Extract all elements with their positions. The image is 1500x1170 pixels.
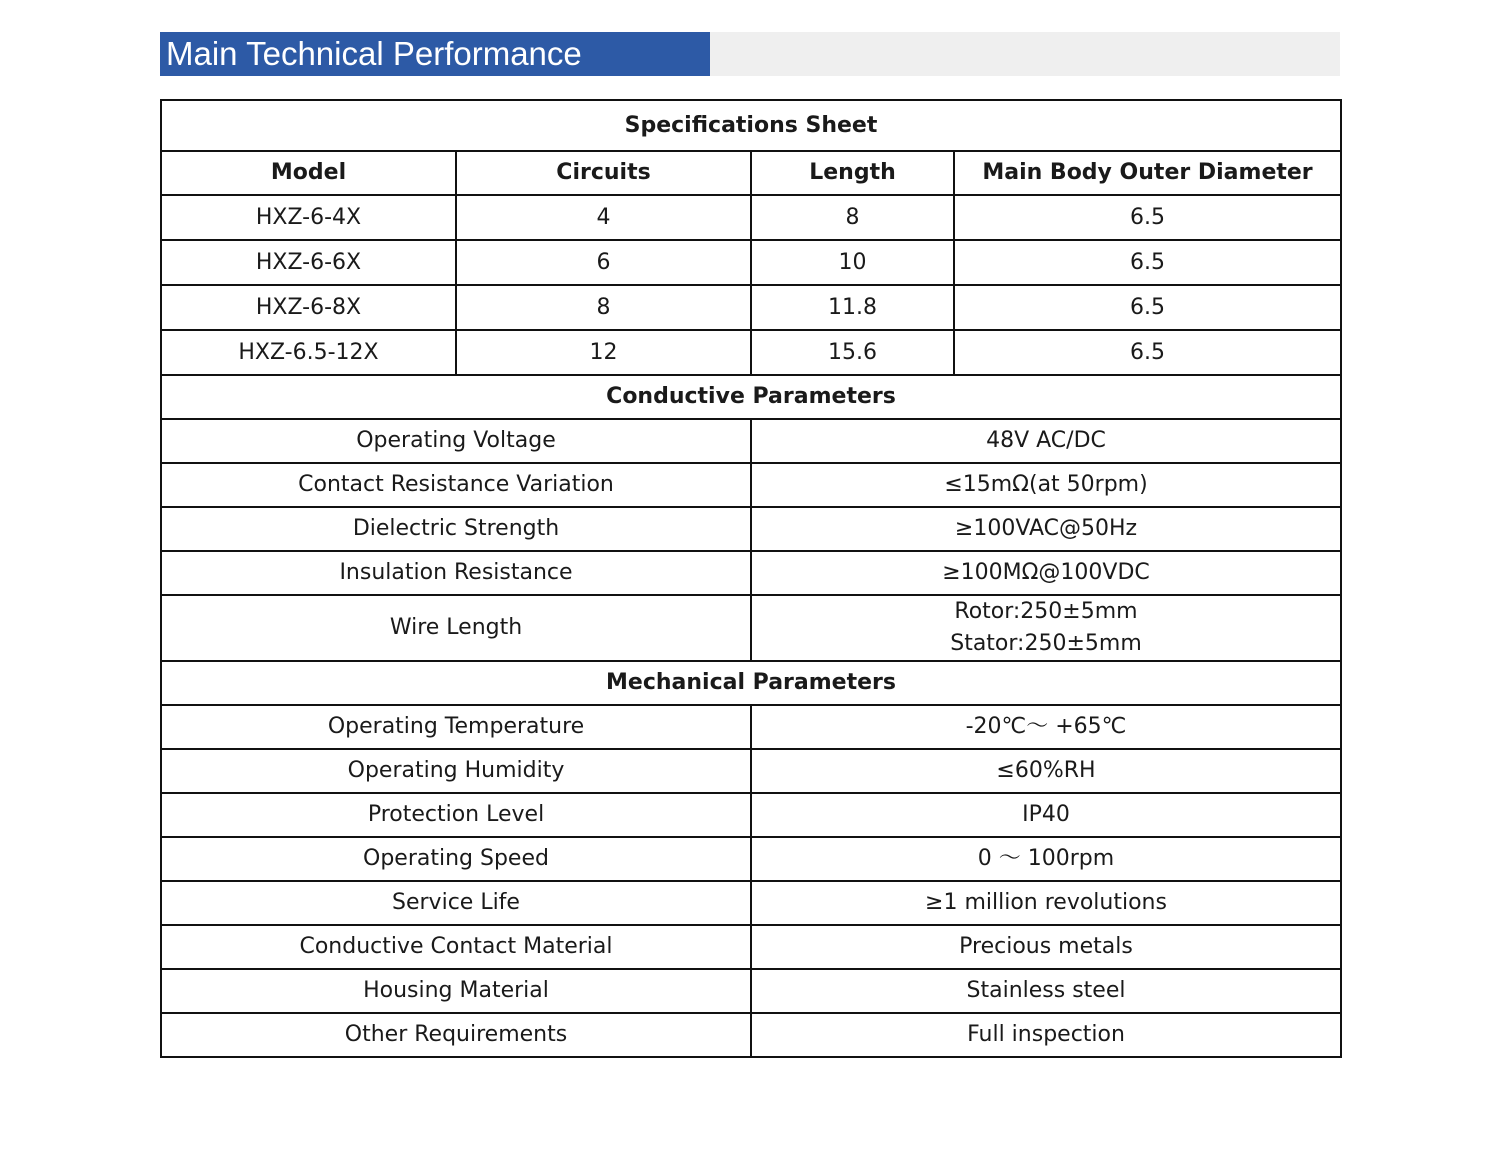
model-cell: HXZ-6-4X [161,195,456,240]
parameter-label: Protection Level [161,793,751,837]
specifications-table [160,99,1342,1058]
length-cell: 11.8 [751,285,954,330]
wire-length-value [751,595,1341,661]
parameter-value: ≤15mΩ(at 50rpm) [751,463,1341,507]
conductive-section-title: Conductive Parameters [161,375,1341,419]
circuits-cell: 4 [456,195,751,240]
model-row [161,240,1341,285]
parameter-row [161,507,1341,551]
mechanical-section-row [161,661,1341,705]
conductive-section-row [161,375,1341,419]
parameter-row [161,969,1341,1013]
parameter-value: 48V AC/DC [751,419,1341,463]
column-header-length: Length [751,151,954,195]
parameter-label: Insulation Resistance [161,551,751,595]
parameter-value: 0 ～ 100rpm [751,837,1341,881]
parameter-row [161,419,1341,463]
model-row [161,330,1341,375]
parameter-row [161,463,1341,507]
column-header-model: Model [161,151,456,195]
length-cell: 10 [751,240,954,285]
parameter-label: Operating Humidity [161,749,751,793]
parameter-value: IP40 [751,793,1341,837]
parameter-label: Conductive Contact Material [161,925,751,969]
parameter-row [161,793,1341,837]
table-title: Specifications Sheet [161,100,1341,151]
parameter-row [161,925,1341,969]
parameter-row [161,837,1341,881]
parameter-label: Contact Resistance Variation [161,463,751,507]
section-title: Main Technical Performance [160,32,710,76]
column-header-row [161,151,1341,195]
circuits-cell: 12 [456,330,751,375]
model-cell: HXZ-6.5-12X [161,330,456,375]
parameter-label: Other Requirements [161,1013,751,1057]
parameter-value: ≥1 million revolutions [751,881,1341,925]
parameter-row [161,881,1341,925]
model-cell: HXZ-6-6X [161,240,456,285]
parameter-row [161,551,1341,595]
table-title-row [161,100,1341,151]
rotor-wire-length: Rotor:250±5mm [954,599,1138,624]
wire-length-label: Wire Length [161,595,751,661]
stator-wire-length: Stator:250±5mm [950,631,1142,656]
section-header-band [160,32,1340,76]
parameter-row [161,1013,1341,1057]
parameter-label: Service Life [161,881,751,925]
diameter-cell: 6.5 [954,285,1341,330]
parameter-row [161,705,1341,749]
parameter-value: ≤60%RH [751,749,1341,793]
model-row [161,195,1341,240]
model-row [161,285,1341,330]
parameter-value: Precious metals [751,925,1341,969]
parameter-value: ≥100MΩ@100VDC [751,551,1341,595]
mechanical-section-title: Mechanical Parameters [161,661,1341,705]
model-cell: HXZ-6-8X [161,285,456,330]
parameter-label: Dielectric Strength [161,507,751,551]
parameter-value: Stainless steel [751,969,1341,1013]
circuits-cell: 6 [456,240,751,285]
length-cell: 8 [751,195,954,240]
length-cell: 15.6 [751,330,954,375]
column-header-circuits: Circuits [456,151,751,195]
diameter-cell: 6.5 [954,240,1341,285]
parameter-label: Housing Material [161,969,751,1013]
parameter-value: -20℃～ +65℃ [751,705,1341,749]
parameter-label: Operating Voltage [161,419,751,463]
parameter-label: Operating Temperature [161,705,751,749]
diameter-cell: 6.5 [954,330,1341,375]
circuits-cell: 8 [456,285,751,330]
parameter-row [161,749,1341,793]
wire-length-row [161,595,1341,661]
parameter-label: Operating Speed [161,837,751,881]
parameter-value: ≥100VAC@50Hz [751,507,1341,551]
parameter-value: Full inspection [751,1013,1341,1057]
column-header-diameter: Main Body Outer Diameter [954,151,1341,195]
diameter-cell: 6.5 [954,195,1341,240]
